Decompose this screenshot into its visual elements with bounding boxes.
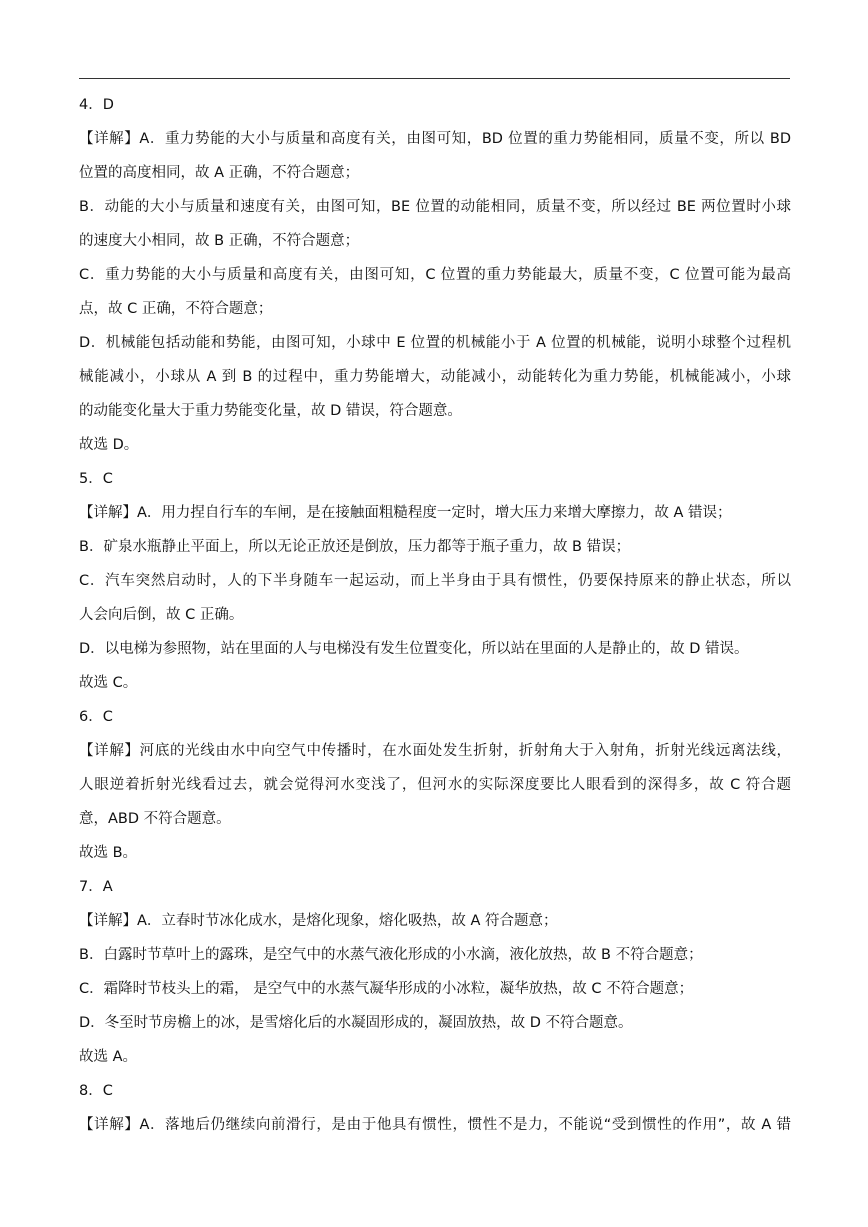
answer-item-5 bbox=[79, 462, 791, 700]
answer-item-7 bbox=[79, 870, 791, 1074]
answer-conclusion: 故选 A。 bbox=[79, 1049, 138, 1065]
explanation-line: 意，ABD 不符合题意。 bbox=[79, 811, 231, 827]
explanation-line: 位置的高度相同，故 A 正确，不符合题意； bbox=[79, 165, 360, 181]
explanation-line: 人会向后倒，故 C 正确。 bbox=[79, 607, 244, 623]
explanation-line: B．白露时节草叶上的露珠，是空气中的水蒸气液化形成的小水滴，液化放热，故 B 不符合题意； bbox=[79, 947, 703, 963]
answer-item-6 bbox=[79, 700, 791, 870]
answer-number: 4．D bbox=[79, 97, 114, 113]
explanation-line: D．机械能包括动能和势能，由图可知，小球中 E 位置的机械能小于 A 位置的机械能，说明小球整个过程机 bbox=[79, 335, 791, 351]
answer-number: 8．C bbox=[79, 1083, 113, 1099]
explanation-line: 人眼逆着折射光线看过去，就会觉得河水变浅了，但河水的实际深度要比人眼看到的深得多，故 C 符合题 bbox=[79, 777, 791, 793]
explanation-line: 械能减小，小球从 A 到 B 的过程中，重力势能增大，动能减小，动能转化为重力势能，机械能减小，小球 bbox=[79, 369, 791, 385]
answer-explanations bbox=[79, 88, 791, 1142]
explanation-line: C．汽车突然启动时，人的下半身随车一起运动，而上半身由于具有惯性，仍要保持原来的静止状态，所以 bbox=[79, 573, 791, 589]
explanation-line: 【详解】A．用力捏自行车的车闸，是在接触面粗糙程度一定时，增大压力来增大摩擦力，故 A 错误； bbox=[79, 505, 732, 521]
explanation-line: D．以电梯为参照物，站在里面的人与电梯没有发生位置变化，所以站在里面的人是静止的，故 D 错误。 bbox=[79, 641, 749, 657]
explanation-line: D．冬至时节房檐上的冰，是雪熔化后的水凝固形成的，凝固放热，故 D 不符合题意。 bbox=[79, 1015, 633, 1031]
answer-number: 5．C bbox=[79, 471, 113, 487]
answer-conclusion: 故选 B。 bbox=[79, 845, 138, 861]
explanation-line: C．霜降时节枝头上的霜， 是空气中的水蒸气凝华形成的小冰粒，凝华放热，故 C 不符合题意； bbox=[79, 981, 694, 997]
explanation-line: 的速度大小相同，故 B 正确，不符合题意； bbox=[79, 233, 360, 249]
answer-conclusion: 故选 C。 bbox=[79, 675, 138, 691]
explanation-line: B．矿泉水瓶静止平面上，所以无论正放还是倒放，压力都等于瓶子重力，故 B 错误； bbox=[79, 539, 631, 555]
explanation-line: 【详解】A．重力势能的大小与质量和高度有关，由图可知，BD 位置的重力势能相同，质量不变，所以 BD bbox=[79, 131, 791, 147]
explanation-line: 点，故 C 正确，不符合题意； bbox=[79, 301, 273, 317]
answer-number: 6．C bbox=[79, 709, 113, 725]
explanation-line: 【详解】A．落地后仍继续向前滑行，是由于他具有惯性，惯性不是力，不能说“受到惯性的作用”，故 A 错 bbox=[79, 1117, 791, 1133]
explanation-line: 【详解】河底的光线由水中向空气中传播时，在水面处发生折射，折射角大于入射角，折射光线远离法线， bbox=[79, 743, 791, 759]
header-rule bbox=[79, 78, 790, 79]
answer-item-8 bbox=[79, 1074, 791, 1142]
answer-conclusion: 故选 D。 bbox=[79, 437, 139, 453]
explanation-line: 的动能变化量大于重力势能变化量，故 D 错误，符合题意。 bbox=[79, 403, 462, 419]
explanation-line: C．重力势能的大小与质量和高度有关，由图可知，C 位置的重力势能最大，质量不变，C 位置可能为最高 bbox=[79, 267, 791, 283]
answer-item-4 bbox=[79, 88, 791, 462]
explanation-line: 【详解】A．立春时节冰化成水，是熔化现象，熔化吸热，故 A 符合题意； bbox=[79, 913, 558, 929]
answer-number: 7．A bbox=[79, 879, 113, 895]
explanation-line: B．动能的大小与质量和速度有关，由图可知，BE 位置的动能相同，质量不变，所以经过 BE 两位置时小球 bbox=[79, 199, 791, 215]
